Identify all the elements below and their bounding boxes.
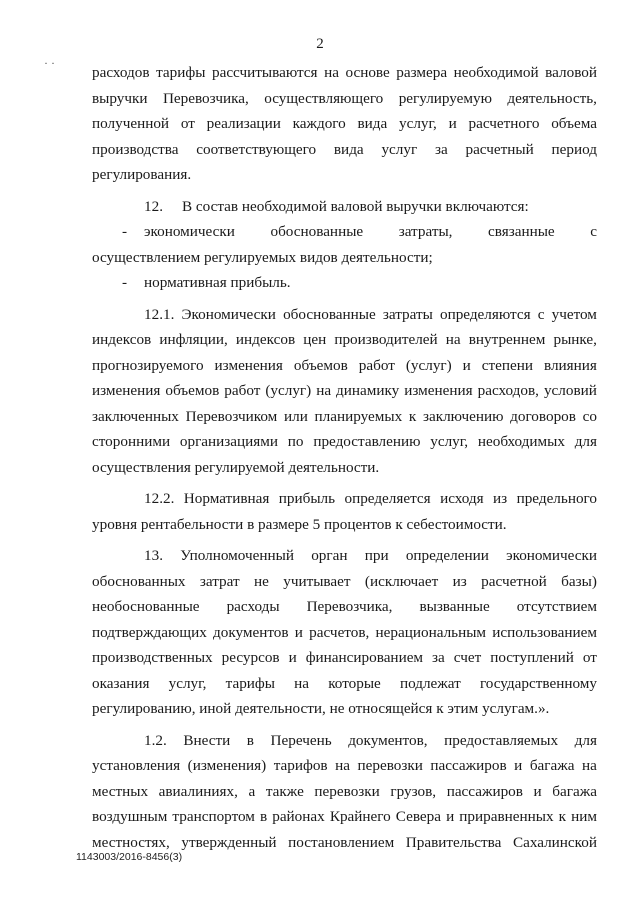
paragraph-p-13 — [92, 537, 597, 722]
word: для — [574, 433, 597, 450]
word: в — [246, 731, 254, 749]
text-line — [92, 620, 597, 646]
word: тарифы — [225, 674, 275, 692]
word: транспортом — [172, 808, 255, 825]
list-item-text: нормативная прибыль. — [144, 274, 291, 291]
word: услуг, — [430, 433, 469, 450]
word: багажа — [529, 757, 575, 774]
word: связанные — [488, 223, 555, 240]
word: изменения — [92, 382, 161, 399]
word: из — [493, 490, 508, 507]
text-line — [92, 594, 597, 620]
word: на — [582, 757, 597, 774]
word: затрат — [199, 572, 240, 590]
list-item-line — [92, 219, 597, 245]
word: за — [434, 140, 448, 158]
word: в — [259, 808, 268, 825]
word: период — [551, 140, 597, 158]
word: Уполномоченный — [180, 547, 294, 564]
word: договоров — [510, 407, 576, 425]
word: (услуг) — [405, 356, 452, 374]
word: (услуг) — [265, 382, 312, 399]
word: обоснованные — [270, 223, 364, 240]
word: грузов, — [390, 782, 437, 800]
word: по — [287, 433, 304, 450]
text-line — [92, 645, 597, 671]
paragraph-p-12-item1 — [92, 219, 597, 270]
list-item-line — [92, 270, 597, 296]
word: индексов — [235, 331, 296, 348]
word: 13. — [144, 547, 163, 564]
word: от — [582, 649, 597, 666]
word: основе — [345, 64, 390, 81]
text-line — [92, 671, 597, 697]
word: подтверждающих — [92, 623, 207, 641]
margin-marks: · · — [44, 56, 55, 70]
word: и — [288, 649, 297, 666]
word: изменения — [404, 382, 473, 399]
text-line — [92, 543, 597, 569]
word: Севера — [395, 808, 441, 825]
word: определяются — [439, 305, 531, 323]
text-line: регулирования. — [92, 166, 192, 183]
word: регулируемую — [398, 89, 492, 107]
word: работ — [358, 356, 395, 374]
word: тарифов — [273, 757, 328, 774]
text-line — [92, 804, 597, 830]
word: выручки — [92, 89, 148, 107]
word: учетом — [551, 305, 597, 323]
word: и — [533, 782, 542, 800]
word: производства — [92, 140, 179, 158]
word: прогнозируемого — [92, 356, 204, 374]
text-line: 12. В состав необходимой валовой выручки включаются: — [144, 197, 529, 215]
word: из — [452, 572, 467, 590]
word: со — [582, 407, 597, 425]
word: работ — [224, 382, 261, 399]
word: государственному — [479, 674, 597, 692]
word: оказания — [92, 674, 150, 692]
word: нерациональным — [375, 623, 487, 641]
word: рассчитываются — [211, 64, 318, 81]
word: документов, — [348, 731, 428, 749]
list-dash: - — [122, 274, 128, 291]
word: полученной — [92, 115, 170, 132]
word: экономически — [144, 223, 235, 240]
word: Перевозчиком — [185, 407, 278, 425]
word: местностях, — [92, 833, 170, 851]
word: цен — [303, 331, 327, 348]
word: изменения — [214, 356, 283, 374]
text-line — [92, 404, 597, 430]
paragraph-p-12-2 — [92, 480, 597, 537]
word: расчетов, — [309, 623, 370, 641]
word: степени — [481, 356, 534, 374]
text-line — [92, 137, 597, 163]
word: услуг — [381, 140, 418, 158]
word: учитывает — [283, 572, 351, 590]
word: которые — [328, 674, 381, 692]
word: (изменения) — [187, 757, 267, 774]
text-line — [92, 486, 597, 512]
paragraph-p-12 — [92, 188, 597, 220]
word: от — [180, 115, 195, 132]
word: сторонними — [92, 433, 171, 450]
word: документов — [213, 623, 289, 641]
text-line — [92, 429, 597, 455]
document-body — [92, 60, 597, 855]
word: индексов — [92, 331, 152, 348]
word: расходы — [226, 598, 280, 615]
word: прибыль — [278, 490, 336, 507]
paragraph-p-1-2 — [92, 722, 597, 856]
word: 1.2. — [144, 731, 167, 749]
text-line — [92, 111, 597, 137]
word: и — [514, 757, 523, 774]
text-line — [92, 353, 597, 379]
paragraph-p-12-item2 — [92, 270, 597, 296]
word: производителей — [334, 331, 438, 348]
word: услуг, — [168, 674, 207, 692]
word: Правительства — [405, 833, 502, 851]
word: расчетного — [468, 115, 540, 132]
word: размера — [396, 64, 448, 81]
word: объемов — [165, 382, 220, 399]
word: обоснованные — [283, 305, 376, 323]
word: рынке, — [553, 331, 597, 348]
word: осуществляющего — [264, 89, 384, 107]
word: затраты, — [398, 223, 453, 240]
word: Перевозчика, — [162, 89, 249, 107]
word: перевозки — [314, 782, 380, 800]
word: Крайнего — [329, 808, 391, 825]
word: затраты — [382, 305, 433, 323]
paragraph-p-continuation — [92, 60, 597, 188]
word: внутреннем — [468, 331, 546, 348]
word: районах — [272, 808, 325, 825]
word: объемов — [293, 356, 348, 374]
text-line: уровня рентабельности в размере 5 процентов к себестоимости. — [92, 515, 507, 533]
word: тарифы — [156, 64, 206, 81]
word: счет — [453, 649, 482, 666]
word: не — [254, 572, 269, 590]
text-line — [92, 302, 597, 328]
word: вида — [357, 115, 388, 132]
word: на — [294, 674, 310, 692]
word: услуг, — [399, 115, 437, 132]
word: ним — [571, 808, 597, 825]
word: расходов, — [477, 382, 539, 399]
word: обоснованных — [92, 572, 186, 590]
word: на — [445, 331, 461, 348]
word: и — [448, 115, 457, 132]
word: производственных — [92, 649, 213, 666]
word: к — [558, 808, 566, 825]
word: также — [265, 782, 304, 800]
word: объема — [551, 115, 597, 132]
word: приравненных — [459, 808, 554, 825]
word: подлежат — [399, 674, 461, 692]
text-line: регулированию, иной деятельности, не относящейся к этим услугам.». — [92, 700, 550, 717]
word: при — [364, 547, 389, 564]
word: условий — [543, 382, 597, 399]
word: Внести — [183, 731, 231, 749]
word: на — [335, 757, 350, 774]
word: расчетной — [481, 572, 547, 590]
paragraph-p-12-1 — [92, 296, 597, 481]
word: воздушным — [92, 808, 168, 825]
word: Экономически — [181, 305, 276, 323]
word: с — [590, 223, 597, 240]
word: использованием — [492, 623, 597, 641]
word: на — [324, 64, 339, 81]
word: или — [284, 407, 308, 425]
text-line — [92, 86, 597, 112]
word: базы) — [561, 572, 597, 590]
text-line — [92, 753, 597, 779]
word: авиалиниях, — [158, 782, 238, 800]
word: деятельность, — [507, 89, 597, 107]
word: (исключает — [364, 572, 439, 590]
word: предоставляемых — [444, 731, 559, 749]
word: динамику — [336, 382, 400, 399]
word: Нормативная — [183, 490, 270, 507]
page-number: 2 — [316, 36, 324, 52]
word: заключенных — [92, 407, 179, 425]
text-line — [92, 728, 597, 754]
word: ресурсов — [221, 649, 280, 666]
text-line: осуществления регулируемой деятельности. — [92, 458, 380, 476]
text-line: осуществлением регулируемых видов деятельности; — [92, 248, 433, 266]
word: пассажиров — [430, 757, 507, 774]
word: инфляции, — [159, 331, 228, 348]
list-dash: - — [122, 223, 128, 240]
word: 12.1. — [144, 305, 175, 323]
text-line — [92, 779, 597, 805]
word: а — [248, 782, 256, 800]
word: вызванные — [419, 598, 490, 615]
word: Перевозчика, — [306, 598, 393, 615]
word: валовой — [545, 64, 597, 81]
word: определении — [405, 547, 489, 564]
word: вида — [333, 140, 364, 158]
word: расчетный — [465, 140, 534, 158]
word: определяется — [344, 490, 431, 507]
word: и — [294, 623, 303, 641]
word: планируемых — [314, 407, 403, 425]
word: поступлений — [490, 649, 574, 666]
word: предоставлению — [313, 433, 421, 450]
word: исходя — [440, 490, 484, 507]
word: перевозки — [357, 757, 423, 774]
word: с — [537, 305, 545, 323]
word: утвержденный — [181, 833, 277, 851]
text-line — [92, 327, 597, 353]
word: установления — [92, 757, 181, 774]
text-line — [92, 60, 597, 86]
word: необходимой — [453, 64, 539, 81]
word: расходов — [92, 64, 150, 81]
word: влияния — [544, 356, 597, 374]
word: экономически — [506, 547, 597, 564]
word: багажа — [552, 782, 597, 800]
word: на — [316, 382, 332, 399]
word: орган — [311, 547, 348, 564]
list-item-text — [144, 219, 597, 245]
word: Перечень — [270, 731, 332, 749]
text-line — [92, 378, 597, 404]
word: необходимых — [477, 433, 565, 450]
word: пассажиров — [446, 782, 523, 800]
text-line — [92, 569, 597, 595]
word: и — [462, 356, 471, 374]
word: местных — [92, 782, 149, 800]
word: каждого — [292, 115, 346, 132]
word: предельного — [516, 490, 597, 507]
word: и — [446, 808, 455, 825]
word: для — [574, 731, 597, 749]
word: финансированием — [305, 649, 424, 666]
document-code: 1143003/2016-8456(3) — [76, 851, 183, 863]
word: 12.2. — [144, 490, 175, 507]
word: заключению — [422, 407, 504, 425]
word: соответствующего — [196, 140, 317, 158]
word: к — [408, 407, 417, 425]
word: отсутствием — [516, 598, 597, 615]
word: организациями — [179, 433, 279, 450]
word: постановлением — [288, 833, 395, 851]
word: необоснованные — [92, 598, 200, 615]
word: реализации — [206, 115, 281, 132]
word: за — [432, 649, 445, 666]
word: Сахалинской — [512, 833, 597, 851]
